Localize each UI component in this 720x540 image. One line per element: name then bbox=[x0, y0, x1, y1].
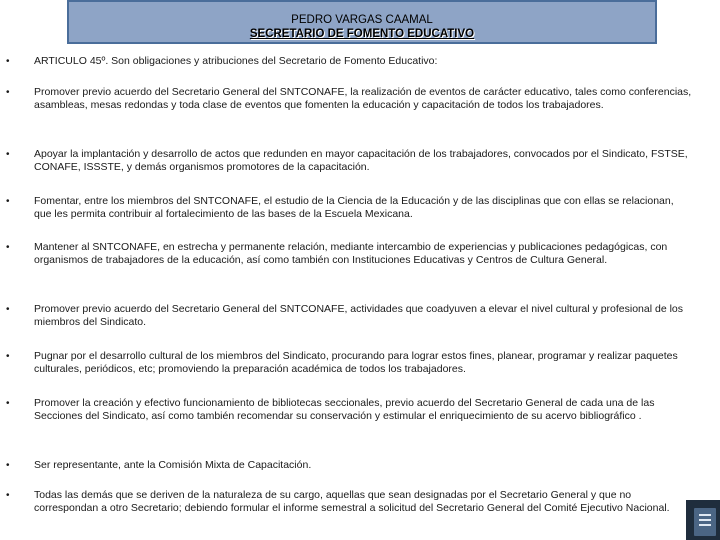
bullet-icon: • bbox=[6, 460, 10, 471]
bullet-icon: • bbox=[6, 56, 10, 67]
bullet-icon: • bbox=[6, 196, 10, 207]
list-item-text: Pugnar por el desarrollo cultural de los miembros del Sindicato, procurando para lograr estos fines, planear, programar y realizar paquetes culturales, periódicos, etc; promoviendo la preparación académica de todos los trabajadores. bbox=[34, 350, 678, 375]
bullet-icon: • bbox=[6, 149, 10, 160]
list-item-text: Promover la creación y efectivo funcionamiento de bibliotecas seccionales, previo acuerdo del Secretario General de cada una de las Secciones del Sindicato, así como también recomendar su conservación y estimular el enriquecimiento de su acervo bibliográfico . bbox=[34, 397, 655, 422]
bullet-icon: • bbox=[6, 304, 10, 315]
list-item-text: Promover previo acuerdo del Secretario General del SNTCONAFE, actividades que coadyuven a elevar el nivel cultural y profesional de los miembros del Sindicato. bbox=[34, 303, 683, 328]
list-item-text: Fomentar, entre los miembros del SNTCONAFE, el estudio de la Ciencia de la Educación y de las disciplinas que con ellas se relacionan, que les permita contribuir al fortalecimiento de las bases de la Escuela Mexicana. bbox=[34, 195, 674, 220]
bullet-icon: • bbox=[6, 242, 10, 253]
list-item-text: Mantener al SNTCONAFE, en estrecha y permanente relación, mediante intercambio de experiencias y publicaciones pedagógicas, con organismos de trabajadores de la educación, así como también con Instituciones Educativas y Centros de Cultura General. bbox=[34, 241, 668, 266]
officer-role: SECRETARIO DE FOMENTO EDUCATIVO bbox=[249, 28, 475, 40]
list-item-text: Promover previo acuerdo del Secretario General del SNTCONAFE, la realización de eventos de carácter educativo, tales como conferencias, asambleas, mesas redondas y toda clase de eventos que fomenten la educación y capacitación de todos los trabajadores. bbox=[34, 86, 692, 111]
officer-name: PEDRO VARGAS CAAMAL bbox=[291, 14, 433, 26]
bullet-icon: • bbox=[6, 490, 10, 501]
list-item-text: ARTICULO 45º. Son obligaciones y atribuciones del Secretario de Fomento Educativo: bbox=[34, 55, 438, 67]
list-item-text: Apoyar la implantación y desarrollo de actos que redunden en mayor capacitación de los trabajadores, convocados por el Sindicato, FSTSE, CONAFE, ISSSTE, y demás organismos promotores de la capacitación. bbox=[34, 148, 688, 173]
bullet-icon: • bbox=[6, 398, 10, 409]
list-item-text: Todas las demás que se deriven de la naturaleza de su cargo, aquellas que sean designadas por el Secretario General y que no correspondan a otro Secretario; debiendo formular el informe semestral a solicitud del Secretario General del Comité Ejecutivo Nacional. bbox=[34, 489, 670, 514]
title-banner bbox=[67, 0, 657, 44]
bullet-icon: • bbox=[6, 351, 10, 362]
bullet-icon: • bbox=[6, 87, 10, 98]
list-item-text: Ser representante, ante la Comisión Mixta de Capacitación. bbox=[34, 459, 312, 471]
document-icon[interactable] bbox=[686, 500, 720, 540]
